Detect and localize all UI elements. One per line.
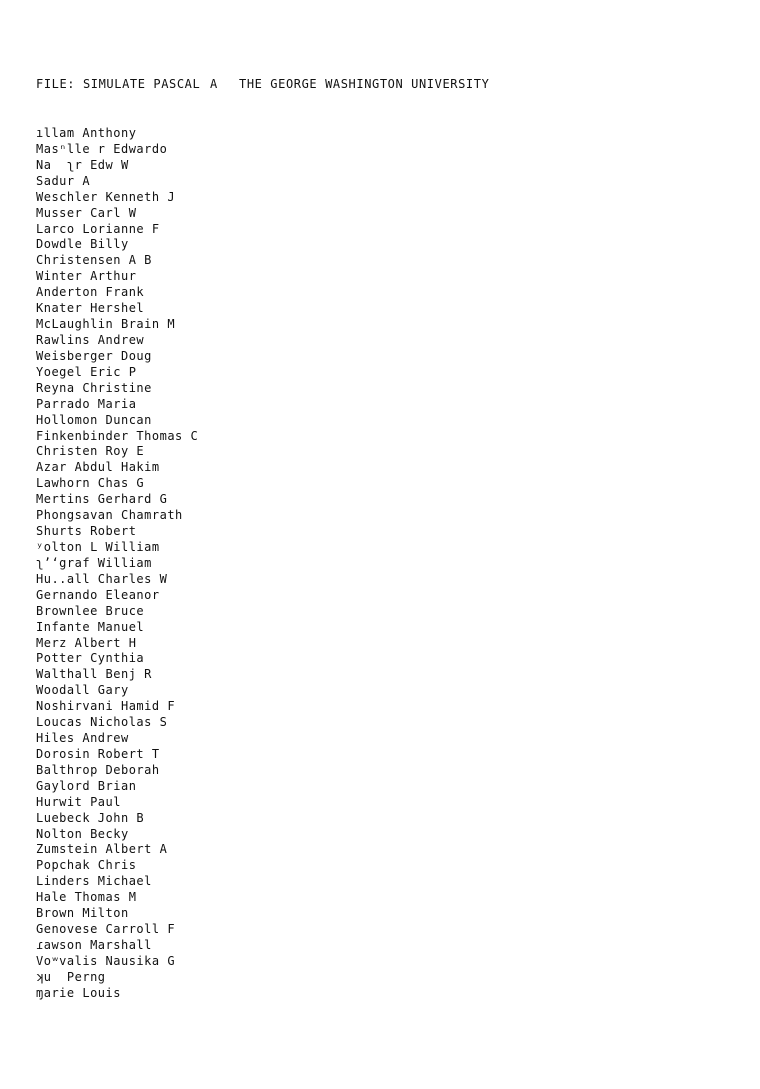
list-item: ʞu Perng (36, 969, 106, 984)
list-item: Dorosin Robert T (36, 746, 160, 761)
list-item: Loucas Nicholas S (36, 715, 168, 730)
list-item: Brown Milton (36, 906, 129, 921)
list-item: Reyna Christine (36, 380, 152, 395)
document-header (36, 77, 489, 91)
list-item: Luebeck John B (36, 810, 145, 825)
list-item: Woodall Gary (36, 683, 129, 698)
list-item: Dowdle Billy (36, 237, 129, 252)
list-item: Yoegel Eric P (36, 364, 137, 379)
list-item: Weschler Kenneth J (36, 189, 176, 204)
list-item: Parrado Maria (36, 396, 137, 411)
list-item: Na ʅr Edw W (36, 157, 129, 172)
list-item: Nolton Becky (36, 826, 129, 841)
file-name-label: FILE: SIMULATE PASCAL (36, 77, 201, 91)
name-list (36, 126, 198, 1002)
list-item: Rawlins Andrew (36, 332, 145, 347)
list-item: ʸolton L William (36, 539, 160, 554)
list-item: Anderton Frank (36, 285, 145, 300)
list-item: Zumstein Albert A (36, 842, 168, 857)
list-item: McLaughlin Brain M (36, 317, 176, 332)
list-item: Weisberger Doug (36, 348, 152, 363)
file-mode-label: A (210, 77, 218, 91)
list-item: Sadur A (36, 173, 91, 188)
list-item: ʅʼʻgraf William (36, 555, 152, 570)
list-item: Shurts Robert (36, 524, 137, 539)
list-item: ıllam Anthony (36, 126, 137, 140)
list-item: Winter Arthur (36, 269, 137, 284)
list-item: Knater Hershel (36, 301, 145, 316)
list-item: Infante Manuel (36, 619, 145, 634)
list-item: Musser Carl W (36, 205, 137, 220)
list-item: Potter Cynthia (36, 651, 145, 666)
list-item: Larco Lorianne F (36, 221, 160, 236)
list-item: Hale Thomas M (36, 890, 137, 905)
list-item: Linders Michael (36, 874, 152, 889)
list-item: Christen Roy E (36, 444, 145, 459)
list-item: Gaylord Brian (36, 778, 137, 793)
list-item: Lawhorn Chas G (36, 476, 145, 491)
list-item: Azar Abdul Hakim (36, 460, 160, 475)
list-item: Finkenbinder Thomas C (36, 428, 199, 443)
list-item: Mertins Gerhard G (36, 492, 168, 507)
list-item: Christensen A B (36, 253, 152, 268)
list-item: Balthrop Deborah (36, 762, 160, 777)
list-item: Popchak Chris (36, 858, 137, 873)
list-item: Masⁿlle r Edwardo (36, 141, 168, 156)
list-item: Hollomon Duncan (36, 412, 152, 427)
list-item: Phongsavan Chamrath (36, 508, 183, 523)
list-item: Genovese Carroll F (36, 922, 176, 937)
list-item: Hu..all Charles W (36, 571, 168, 586)
list-item: Brownlee Bruce (36, 603, 145, 618)
list-item: Merz Albert H (36, 635, 137, 650)
list-item: Noshirvani Hamid F (36, 699, 176, 714)
list-item: ɾawson Marshall (36, 938, 152, 953)
list-item: Hiles Andrew (36, 731, 129, 746)
list-item: Voʷvalis Nausika G (36, 953, 176, 968)
list-item: Walthall Benj R (36, 667, 152, 682)
list-item: Hurwit Paul (36, 794, 121, 809)
list-item: Gernando Eleanor (36, 587, 160, 602)
institution-label: THE GEORGE WASHINGTON UNIVERSITY (239, 77, 490, 91)
list-item: ɱarie Louis (36, 985, 121, 1000)
